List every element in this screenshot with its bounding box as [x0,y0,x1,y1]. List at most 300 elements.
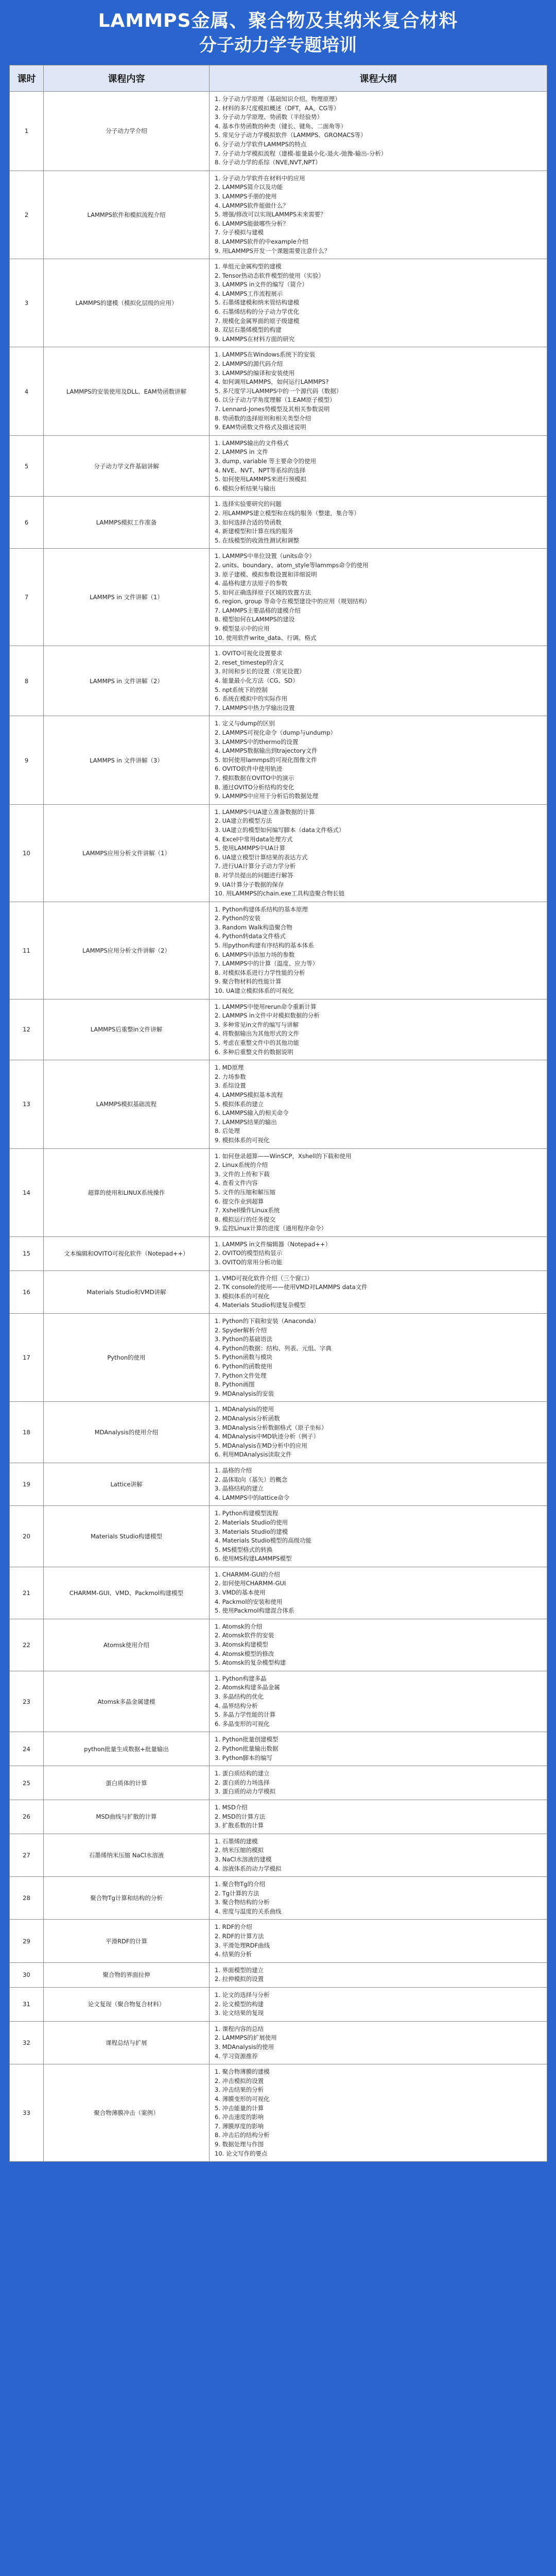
outline-item: 3. 冲击结果的分析 [215,2086,264,2094]
course-outline [210,259,547,347]
table-row [10,1619,547,1671]
outline-item: 1. LAMMPS输出的文件格式 [215,439,289,447]
outline-item: 1. 定义与dump的区别 [215,720,275,727]
outline-item: 4. 将数据输出为其他形式的文件 [215,1030,300,1038]
course-outline [210,2064,547,2162]
outline-item: 1. LAMMPS中使用rerun命令重新计算 [215,1003,317,1010]
course-outline [210,646,547,716]
table-row [10,435,547,497]
table-row [10,2064,547,2162]
outline-item: 8. 对学员提出的问题进行解答 [215,871,293,879]
course-content: CHARMM-GUI、VMD、Packmol构建模型 [44,1567,210,1619]
outline-item: 3. 扩散系数的计算 [215,1822,264,1829]
outline-item: 4. Excel中常用data处理方式 [215,835,293,843]
outline-item: 4. 结果的分析 [215,1951,252,1958]
outline-item: 3. NaCl水溶液的建模 [215,1855,272,1863]
outline-item: 2. LAMMPS的源代码介绍 [215,360,283,368]
outline-item: 9. 模型显示中的应用 [215,625,270,633]
outline-item: 7. 分子模拟与建模 [215,229,264,236]
lesson-number: 20 [10,1506,44,1567]
header-lesson: 课时 [10,65,44,92]
course-outline [210,1270,547,1313]
course-content: 分子动力学文件基础讲解 [44,435,210,497]
outline-item: 2. 材料的多尺度模拟概述（DFT，AA，CG等） [215,104,340,112]
outline-item: 2. Atomsk软件的安装 [215,1632,274,1639]
outline-item: 2. Atomsk构建多晶金属 [215,1684,280,1691]
lesson-number: 31 [10,1988,44,2022]
outline-item: 1. MSD介绍 [215,1803,248,1811]
outline-item: 8. 模拟运行的任务提交 [215,1215,276,1223]
lesson-number: 26 [10,1800,44,1834]
table-row [10,1148,547,1236]
course-table [9,65,547,2162]
table-row [10,1506,547,1567]
outline-item: 7. LAMMPS中热力学输出设置 [215,704,295,711]
outline-item: 6. 系统在模拟中的实际作用 [215,695,288,703]
outline-item: 7. Lennard-Jones势模型及其相关参数说明 [215,405,330,413]
page-title: LAMMPS金属、聚合物及其纳米复合材料 [98,10,458,31]
outline-item: 2. UA建立的模型方法 [215,817,272,825]
outline-item: 3. OVITO的常用分析功能 [215,1259,283,1266]
outline-item: 7. Xshell操作Linux系统 [215,1207,280,1214]
outline-item: 2. Python批量输出数据 [215,1744,279,1752]
lesson-number: 11 [10,902,44,999]
table-row [10,1463,547,1505]
outline-item: 3. dump, variable 等主要命令的使用 [215,457,317,465]
outline-item: 6. 石墨烯结构的分子动力学优化 [215,308,300,316]
outline-item: 2. Materials Studio的使用 [215,1518,288,1526]
course-outline [210,804,547,902]
outline-item: 4. LAMMPS软件能做什么？ [215,201,289,209]
outline-item: 2. 冲击模拟的设置 [215,2077,264,2084]
outline-item: 1. 聚合物Tg的介绍 [215,1880,265,1888]
outline-item: 3. VMD的基本使用 [215,1589,266,1597]
course-outline [210,1671,547,1732]
table-row [10,716,547,804]
outline-item: 9. 数据处理与作图 [215,2140,264,2148]
outline-item: 6. Python的函数使用 [215,1363,272,1370]
header-outline: 课程大纲 [210,65,547,92]
table-body [10,92,547,2162]
outline-item: 3. 蛋白质的动力学模拟 [215,1788,276,1795]
outline-item: 6. 冲击速度的影响 [215,2113,264,2121]
outline-item: 1. OVITO可视化设置要求 [215,650,283,657]
outline-item: 1. 论文的选择与分析 [215,1991,270,1999]
outline-item: 9. 监控Linux计算的进度（通用程序命令） [215,1225,327,1232]
table-row [10,1834,547,1876]
outline-item: 1. LAMMPS在Windows系统下的安装 [215,351,316,359]
outline-item: 2. 纳米压缩的模拟 [215,1846,264,1854]
outline-item: 2. 论文模型的构建 [215,2000,264,2008]
lesson-number: 5 [10,435,44,497]
course-outline [210,716,547,804]
outline-item: 10. UA建立模拟体系的可视化 [215,987,294,995]
outline-item: 3. 文件的上传和下载 [215,1170,270,1178]
table-row [10,1060,547,1148]
outline-item: 2. 用LAMMPS建立模型和在线的服务（整建，集合等） [215,509,360,517]
outline-item: 1. MDAnalysis的使用 [215,1405,274,1413]
course-outline [210,1060,547,1148]
header-content: 课程内容 [44,65,210,92]
course-outline [210,92,547,171]
table-header-row [10,65,547,92]
outline-item: 7. 规模化金属界面的原子级建模 [215,317,300,325]
outline-item: 9. EAM势函数文件格式及描述说明 [215,423,306,431]
outline-item: 4. Materials Studio构建复杂模型 [215,1301,306,1309]
header [0,0,556,57]
course-outline [210,1962,547,1987]
outline-item: 2. TK console的使用——使用VMD对LAMMPS data文件 [215,1283,368,1291]
lesson-number: 23 [10,1671,44,1732]
outline-item: 6. 利用MDAnalysis读取文件 [215,1451,292,1459]
outline-item: 1. RDF的介绍 [215,1923,252,1931]
lesson-number: 16 [10,1270,44,1313]
table-row [10,646,547,716]
outline-item: 2. LAMMPS简介以及功能 [215,183,283,191]
outline-item: 2. 如何使用CHARMM-GUI [215,1580,286,1587]
outline-item: 1. LAMMPS中单位设置（units命令） [215,552,316,560]
outline-item: 3. Atomsk构建模型 [215,1641,268,1649]
outline-item: 4. 晶格构建方法原子的参数 [215,580,288,587]
course-content: 聚合物的界面拉伸 [44,1962,210,1987]
outline-item: 7. 分子动力学模拟流程（建模-能量最小化-退火-弛豫-输出-分析） [215,149,387,157]
outline-item: 4. 溶液体系的动力学模拟 [215,1865,282,1872]
outline-item: 3. LAMMPS手册的使用 [215,192,277,200]
outline-item: 7. LAMMPS中的计算（温度、应力等） [215,960,319,968]
course-outline [210,1920,547,1962]
table-row [10,171,547,259]
outline-item: 3. 多晶结构的优化 [215,1693,264,1700]
outline-item: 1. CHARMM-GUI的介绍 [215,1570,280,1578]
outline-item: 7. LAMMPS主要晶格的建模介绍 [215,606,301,614]
outline-item: 8. 势函数的选择原则和相关类型介绍 [215,414,311,422]
course-content: Atomsk使用介绍 [44,1619,210,1671]
outline-item: 1. 石墨烯的建模 [215,1837,258,1845]
outline-item: 1. Python构建模型流程 [215,1510,279,1517]
course-outline [210,435,547,497]
lesson-number: 12 [10,999,44,1060]
table-row [10,999,547,1060]
outline-item: 5. 如何正确选择原子区域的放置方法 [215,588,311,596]
outline-item: 3. Materials Studio的建模 [215,1528,288,1535]
outline-item: 8. 模型如何在LAMMPS的建设 [215,616,295,623]
course-content: LAMMPS应用分析文件讲解（1） [44,804,210,902]
outline-item: 9. 模拟体系的可视化 [215,1136,270,1144]
outline-item: 2. MDAnalysis分析函数 [215,1414,280,1422]
outline-item: 5. 使用LAMMPS中UA计算 [215,844,286,852]
course-outline [210,1402,547,1463]
outline-item: 4. LAMMPS模拟基本流程 [215,1091,283,1098]
outline-item: 2. units、boundary、atom_style等lammps命令的使用 [215,561,369,569]
outline-item: 6. 提交作业到超算 [215,1197,264,1205]
outline-item: 4. 晶界结构分析 [215,1702,258,1709]
outline-item: 2. OVITO的模型结构显示 [215,1249,283,1257]
outline-item: 5. Atomsk的复杂模型构建 [215,1659,286,1667]
table-row [10,1270,547,1313]
outline-item: 6. 使用MS构建LAMMPS模型 [215,1555,292,1563]
course-outline [210,497,547,549]
course-content: 石墨烯纳米压缩 NaCl水溶液 [44,1834,210,1876]
course-content: LAMMPS的建模（模拟化层级的应用） [44,259,210,347]
table-row [10,1800,547,1834]
course-content: Materials Studio和VMD讲解 [44,1270,210,1313]
outline-item: 1. Atomsk的介绍 [215,1622,263,1630]
course-content: LAMMPS的安装使用及DLL、EAM势函数讲解 [44,347,210,435]
outline-item: 5. 模拟体系的建立 [215,1100,264,1108]
outline-item: 1. 分子动力学软件在材料中的应用 [215,174,305,182]
outline-item: 4. LAMMPS中的lattice命令 [215,1494,290,1501]
course-outline [210,347,547,435]
course-content: 论文复现（聚合物复合材料） [44,1988,210,2022]
outline-item: 5. 如何使用lammps的可视化图像文件 [215,756,317,764]
outline-item: 1. Python构建体系结构的基本原理 [215,905,308,913]
outline-item: 1. Python构建多晶 [215,1674,267,1682]
course-content: 平滑RDF的计算 [44,1920,210,1962]
outline-item: 6. OVITO软件中使用轨迹 [215,765,283,773]
outline-item: 3. 时间和步长的设置（常见设置） [215,668,305,675]
outline-item: 5. 冲击能量的计算 [215,2104,264,2112]
lesson-number: 24 [10,1732,44,1766]
outline-item: 3. Python的基础语法 [215,1335,272,1343]
outline-item: 6. 以分子动力学角度理解（1.EAM原子模型） [215,396,336,404]
lesson-number: 2 [10,171,44,259]
outline-item: 4. Python的数据：结构、列表、元组、字典 [215,1344,332,1352]
lesson-number: 25 [10,1766,44,1800]
outline-item: 10. 论文写作的要点 [215,2149,268,2157]
table-row [10,1877,547,1920]
course-content: Lattice讲解 [44,1463,210,1505]
outline-item: 3. 多种常见in文件的编写与讲解 [215,1021,299,1028]
outline-item: 5. 考虑在重整文件中的其他功能 [215,1039,300,1046]
outline-item: 4. Packmol的安装和使用 [215,1598,283,1605]
course-outline [210,1877,547,1920]
course-outline [210,1463,547,1505]
table-row [10,1766,547,1800]
outline-item: 4. MDAnalysis中MD轨迹分析（例子） [215,1433,319,1440]
lesson-number: 14 [10,1148,44,1236]
course-content: LAMMPS in 文件讲解（1） [44,549,210,646]
lesson-number: 17 [10,1314,44,1402]
table-row [10,1567,547,1619]
outline-item: 3. MDAnalysis的使用 [215,2043,274,2050]
outline-item: 1. MD原理 [215,1064,244,1072]
course-outline [210,1314,547,1402]
lesson-number: 6 [10,497,44,549]
course-content: LAMMPS应用分析文件讲解（2） [44,902,210,999]
table-row [10,1236,547,1270]
course-content: MSD曲线与扩散的计算 [44,1800,210,1834]
outline-item: 9. UA计算分子数据的保存 [215,880,284,888]
outline-item: 5. 使用Packmol构建混合体系 [215,1607,294,1615]
outline-item: 1. 晶格的介绍 [215,1466,252,1474]
outline-item: 1. 蛋白质结构的建立 [215,1770,270,1777]
course-outline [210,1988,547,2022]
outline-item: 3. 分子动力学原理、势函数（半经验势） [215,113,323,121]
outline-item: 9. LAMMPS中应用于分析后的数据处理 [215,792,319,800]
table-row [10,1314,547,1402]
table-row [10,92,547,171]
outline-item: 6. 多种后重整文件的数据说明 [215,1048,293,1056]
course-content: 超算的使用和LINUX系统操作 [44,1148,210,1236]
outline-item: 2. RDF的计算方法 [215,1933,264,1940]
table-row [10,1962,547,1987]
table-row [10,497,547,549]
outline-item: 4. 新建模型和计算在线的服务 [215,528,293,535]
lesson-number: 8 [10,646,44,716]
outline-item: 5. Python函数与模块 [215,1353,272,1361]
outline-item: 4. Atomsk模型的修改 [215,1650,274,1657]
outline-item: 9. 聚合物材料的性能计算 [215,978,282,986]
course-content: 文本编辑和OVITO可视化软件（Notepad++） [44,1236,210,1270]
course-content: 课程总结与扩展 [44,2021,210,2064]
outline-item: 5. 石墨烯建模和纳米管结构建模 [215,299,300,307]
course-outline [210,1834,547,1876]
course-content: LAMMPS模拟工作准备 [44,497,210,549]
outline-item: 8. 后处理 [215,1127,240,1135]
lesson-number: 21 [10,1567,44,1619]
outline-item: 2. LAMMPS in 文件 [215,448,269,456]
course-content: LAMMPS软件和模拟流程介绍 [44,171,210,259]
outline-item: 2. Tensor热动态软件模型的使用（实验） [215,272,324,279]
outline-item: 1. LAMMPS中UA建立准备数据的计算 [215,808,315,816]
outline-item: 1. 聚合物薄膜的建模 [215,2068,270,2076]
outline-item: 3. 晶格结构的建立 [215,1485,264,1493]
outline-item: 1. 界面模型的建立 [215,1966,264,1974]
outline-item: 2. MSD的计算方法 [215,1812,266,1820]
table-row [10,1988,547,2022]
course-content: Python的使用 [44,1314,210,1402]
table-row [10,549,547,646]
outline-item: 3. 如何选择合适的势函数 [215,518,282,526]
course-content: 分子动力学介绍 [44,92,210,171]
course-content: LAMMPS模拟基础流程 [44,1060,210,1148]
outline-item: 8. 分子动力学的系综（NVE,NVT,NPT） [215,159,321,166]
outline-item: 4. 基本作势函数的种类（键长、键角、二面角等） [215,122,347,130]
outline-item: 5. MS模型格式的转换 [215,1546,273,1553]
course-outline [210,549,547,646]
outline-item: 2. LAMMPS in文件中对模拟数据的分析 [215,1012,320,1020]
lesson-number: 22 [10,1619,44,1671]
outline-item: 1. Python批量创建模型 [215,1736,279,1743]
course-outline [210,999,547,1060]
course-content: Atomsk多晶金属建模 [44,1671,210,1732]
outline-item: 9. LAMMPS在材料方面的研究 [215,335,295,343]
lesson-number: 3 [10,259,44,347]
table-row [10,804,547,902]
table-row [10,2021,547,2064]
outline-item: 4. 薄膜变形的可视化 [215,2095,270,2103]
table-row [10,1402,547,1463]
course-content: LAMMPS in 文件讲解（3） [44,716,210,804]
outline-item: 8. 对模拟体系进行力学性能的分析 [215,969,305,976]
course-outline [210,902,547,999]
outline-item: 10. 使用软件write_data、行调、格式 [215,634,317,641]
course-outline [210,1236,547,1270]
table-row [10,1671,547,1732]
course-content: 聚合物薄膜冲击（案例） [44,2064,210,2162]
outline-item: 5. 常见分子动力学模拟软件（LAMMPS、GROMACS等） [215,131,367,139]
course-outline [210,1732,547,1766]
outline-item: 3. 聚合物结构的分析 [215,1899,270,1906]
outline-item: 4. 查看文件内容 [215,1179,258,1187]
outline-item: 7. 薄膜厚度的影响 [215,2122,264,2130]
course-outline [210,2021,547,2064]
outline-item: 8. 双层石墨烯模型的构建 [215,326,282,334]
outline-item: 8. 冲击后的结构分析 [215,2131,270,2139]
outline-item: 8. 通过OVITO分析结构的变化 [215,783,294,791]
outline-item: 3. UA建立的模型如何编写脚本（data文件格式） [215,826,345,834]
outline-item: 2. 蛋白质的力场选择 [215,1778,270,1786]
outline-item: 3. Random Walk构造聚合物 [215,923,292,931]
outline-item: 8. Python画图 [215,1381,255,1388]
outline-item: 4. LAMMPS数据输出到trajectory文件 [215,747,318,755]
lesson-number: 33 [10,2064,44,2162]
outline-item: 3. Python脚本的编写 [215,1754,272,1761]
outline-item: 4. NVE、NVT、NPT等系综的选择 [215,466,306,474]
lesson-number: 28 [10,1877,44,1920]
course-outline [210,171,547,259]
outline-item: 4. 能量最小化方法（CG、SD） [215,677,299,685]
outline-item: 3. 原子建模、模拟参数设置和详细说明 [215,570,317,578]
lesson-number: 7 [10,549,44,646]
outline-item: 2. reset_timestep的含义 [215,658,284,666]
outline-item: 1. 分子动力学原理（基础知识介绍，物理原理） [215,95,341,103]
course-outline [210,1619,547,1671]
outline-item: 2. Linux系统的介绍 [215,1161,268,1169]
lesson-number: 1 [10,92,44,171]
course-outline [210,1506,547,1567]
outline-item: 1. 选择实验要研究的问题 [215,500,282,508]
course-content: LAMMPS in 文件讲解（2） [44,646,210,716]
outline-item: 2. Python的安装 [215,914,260,922]
course-outline [210,1766,547,1800]
outline-item: 8. LAMMPS软件的中example介绍 [215,238,308,245]
outline-item: 5. MDAnalysis在MD分析中的应用 [215,1442,307,1449]
outline-item: 5. 用python构建有序结构的基本体系 [215,942,314,950]
outline-item: 5. 增强/修改可以实现LAMMPS未来需要？ [215,211,326,218]
outline-item: 10. 用LAMMPS的chain.exe工具构造聚合物长链 [215,890,345,897]
course-content: LAMMPS后重整in文件讲解 [44,999,210,1060]
outline-item: 2. 晶体取向（基矢）的概念 [215,1476,288,1483]
outline-item: 6. region, group 等命令在模型建设中的应用（规划结构） [215,598,371,605]
table-row [10,347,547,435]
outline-item: 3. 平滑处理RDF曲线 [215,1941,270,1949]
outline-item: 7. 模拟数据在OVITO中的演示 [215,774,294,782]
outline-item: 6. UA建立模型计算结果的表达方式 [215,853,308,861]
lesson-number: 32 [10,2021,44,2064]
course-outline [210,1567,547,1619]
outline-item: 3. 论文结果的复现 [215,2009,264,2017]
outline-item: 1. 单组元金属构型的建模 [215,263,282,270]
outline-item: 6. 多晶变形的可视化 [215,1720,270,1727]
lesson-number: 19 [10,1463,44,1505]
outline-item: 4. 密度与温度的关系曲线 [215,1907,282,1915]
outline-item: 2. 力场参数 [215,1073,246,1080]
outline-item: 1. LAMMPS in文件编辑器（Notepad++） [215,1240,332,1248]
outline-item: 5. 如何使用LAMMPS来进行预模拟 [215,476,307,483]
outline-item: 2. Spyder解析介绍 [215,1326,267,1334]
outline-item: 6. 模拟分析结果与输出 [215,484,276,492]
lesson-number: 18 [10,1402,44,1463]
table-row [10,1920,547,1962]
outline-item: 3. LAMMPS中的thermo的设置 [215,738,299,745]
outline-item: 2. LAMMPS可视化命令（dump与undump） [215,729,337,736]
outline-item: 2. 拉伸模拟的设置 [215,1975,264,1983]
outline-item: 2. LAMMPS的扩展使用 [215,2034,277,2042]
outline-item: 1. 如何登录超算——WinSCP，Xshell的下载和使用 [215,1152,352,1160]
outline-item: 4. 如何调用LAMMPS，如何运行LAMMPS? [215,378,329,386]
table-row [10,1732,547,1766]
